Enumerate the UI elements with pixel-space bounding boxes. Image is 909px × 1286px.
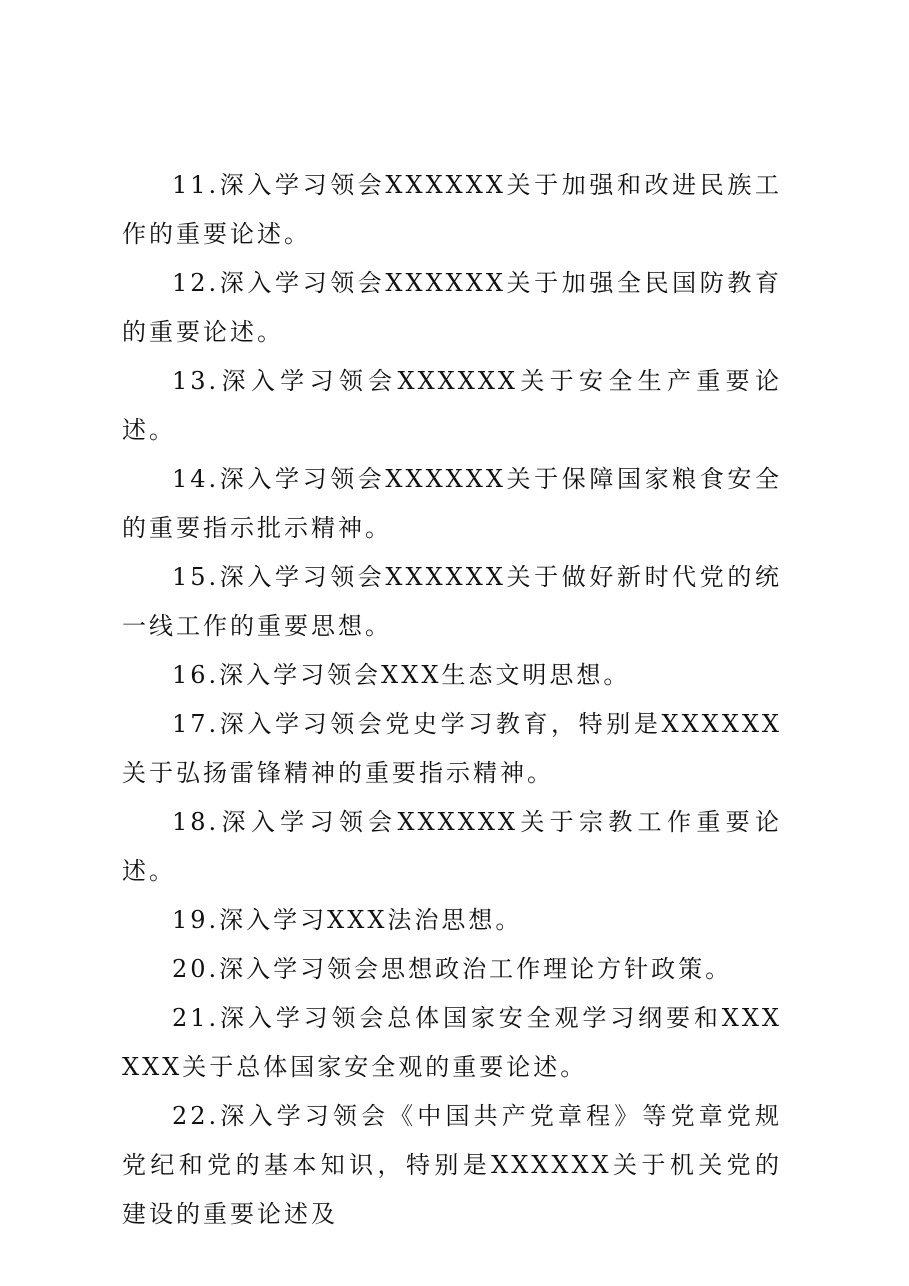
paragraph-13: 13.深入学习领会XXXXXX关于安全生产重要论述。: [122, 367, 782, 444]
paragraph-12: 12.深入学习领会XXXXXX关于加强全民国防教育的重要论述。: [122, 269, 782, 346]
paragraph-20: 20.深入学习领会思想政治工作理论方针政策。: [172, 955, 733, 983]
paragraph-22: 22.深入学习领会《中国共产党章程》等党章党规党纪和党的基本知识，特别是XXXXXX关于机关党的建设的重要论述及: [122, 1102, 782, 1228]
document-body: [122, 161, 782, 1239]
paragraph-18: 18.深入学习领会XXXXXX关于宗教工作重要论述。: [122, 808, 782, 885]
paragraph-15: 15.深入学习领会XXXXXX关于做好新时代党的统一线工作的重要思想。: [122, 563, 782, 640]
paragraph-17: 17.深入学习领会党史学习教育，特别是XXXXXX关于弘扬雷锋精神的重要指示精神。: [122, 710, 782, 787]
paragraph-14: 14.深入学习领会XXXXXX关于保障国家粮食安全的重要指示批示精神。: [122, 465, 782, 542]
paragraph-21: 21.深入学习领会总体国家安全观学习纲要和XXXXXX关于总体国家安全观的重要论述。: [122, 1004, 782, 1081]
paragraph-11: 11.深入学习领会XXXXXX关于加强和改进民族工作的重要论述。: [122, 171, 782, 248]
paragraph-19: 19.深入学习XXX法治思想。: [172, 906, 523, 934]
paragraph-16: 16.深入学习领会XXX生态文明思想。: [172, 661, 631, 689]
